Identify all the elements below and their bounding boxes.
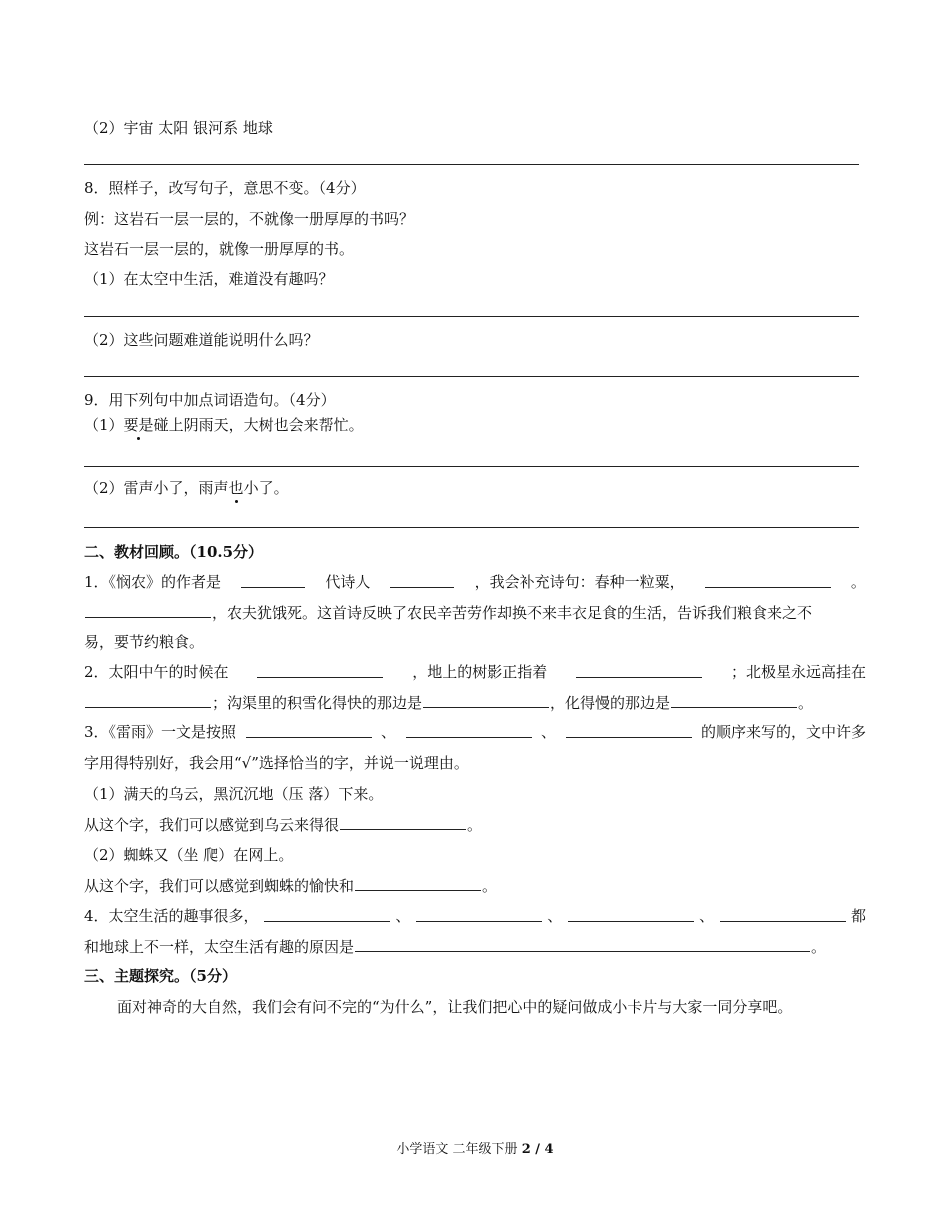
s2-q4-b: 都 xyxy=(850,907,866,925)
s2-q2-f: 。 xyxy=(798,694,814,712)
period: 。 xyxy=(811,938,827,956)
s2-q1-b: 代诗人 xyxy=(325,573,371,591)
blank[interactable] xyxy=(566,722,692,738)
answer-line[interactable] xyxy=(84,164,859,165)
page-footer xyxy=(0,1141,950,1159)
s2-q1-line2 xyxy=(84,602,812,623)
answer-line[interactable] xyxy=(84,376,859,377)
answer-line[interactable] xyxy=(84,466,859,467)
s2-q1-d: 。 xyxy=(850,573,866,591)
answer-line[interactable] xyxy=(84,527,859,528)
s2-q4-a: 4．太空生活的趣事很多， xyxy=(84,907,259,925)
s2-q2-a: 2．太阳中午的时候在 xyxy=(84,663,229,681)
s2-q1-line1 xyxy=(84,572,866,592)
blank[interactable] xyxy=(257,662,383,678)
s2-q3-line2: 字用得特别好，我会用“√”选择恰当的字，并说一说理由。 xyxy=(84,754,469,772)
s2-q2-line1 xyxy=(84,662,866,682)
s2-q4-line2 xyxy=(84,936,826,957)
q8-example-answer: 这岩石一层一层的，就像一册厚厚的书。 xyxy=(84,240,355,258)
blank[interactable] xyxy=(576,662,702,678)
s2-q2-b: ，地上的树影正指着 xyxy=(412,663,548,681)
s2-q4-line1 xyxy=(84,906,866,926)
s2-q1-line3: 易，要节约粮食。 xyxy=(84,633,205,651)
s2-q1-a: 1．《悯农》的作者是 xyxy=(84,573,222,591)
s2-q4-line2-text: 和地球上不一样，太空生活有趣的原因是 xyxy=(84,938,355,956)
period: 。 xyxy=(467,816,483,834)
period: 。 xyxy=(482,877,498,895)
s2-q4-sep: 、 xyxy=(395,907,411,925)
q8-item2: （2）这些问题难道能说明什么吗？ xyxy=(84,331,319,349)
s2-q2-c: ；北极星永远高挂在 xyxy=(730,663,866,681)
s2-q3-b: 的顺序来写的，文中许多 xyxy=(700,723,866,741)
s2-q4-sep: 、 xyxy=(547,907,563,925)
s2-q3-sep: 、 xyxy=(381,723,397,741)
q8-item1: （1）在太空中生活，难道没有趣吗？ xyxy=(84,270,334,288)
dotted-word: 要是 xyxy=(123,416,154,434)
answer-line[interactable] xyxy=(84,316,859,317)
section2-heading: 二、教材回顾。（10.5分） xyxy=(84,543,264,561)
s2-q3-item1: （1）满天的乌云，黑沉沉地（压 落）下来。 xyxy=(84,785,384,803)
section3-text: 面对神奇的大自然，我们会有问不完的“为什么”，让我们把心中的疑问做成小卡片与大家一同分享吧。 xyxy=(117,998,793,1016)
s2-q1-line2-text: ，农夫犹饿死。这首诗反映了农民辛苦劳作却换不来丰衣足食的生活，告诉我们粮食来之不 xyxy=(212,604,813,622)
s2-q3-item2: （2）蜘蛛又（坐 爬）在网上。 xyxy=(84,846,294,864)
s2-q2-line2 xyxy=(84,692,813,713)
blank[interactable] xyxy=(406,722,532,738)
blank[interactable] xyxy=(85,602,211,618)
blank[interactable] xyxy=(671,692,797,708)
s2-q1-c: ，我会补充诗句：春种一粒粟， xyxy=(474,573,685,591)
blank[interactable] xyxy=(264,906,390,922)
q7-item2: （2）宇宙 太阳 银河系 地球 xyxy=(84,119,273,137)
s2-q3-line1 xyxy=(84,722,866,742)
blank[interactable] xyxy=(416,906,542,922)
s2-q3-a: 3．《雷雨》一文是按照 xyxy=(84,723,237,741)
blank[interactable] xyxy=(390,572,454,588)
footer-text: 小学语文 二年级下册 xyxy=(396,1142,522,1157)
blank[interactable] xyxy=(246,722,372,738)
q9-item1-prefix: （1） xyxy=(84,416,124,434)
blank[interactable] xyxy=(423,692,549,708)
blank[interactable] xyxy=(720,906,846,922)
section3-heading: 三、主题探究。（5分） xyxy=(84,967,237,985)
blank[interactable] xyxy=(85,692,211,708)
blank[interactable] xyxy=(355,875,481,891)
blank[interactable] xyxy=(355,936,810,952)
q9-item2-rest: 小了。 xyxy=(243,479,289,497)
s2-q3-sep: 、 xyxy=(541,723,557,741)
q9-item2 xyxy=(84,478,289,498)
s2-q4-sep: 、 xyxy=(699,907,715,925)
q9-title: 9．用下列句中加点词语造句。（4分） xyxy=(84,391,336,409)
dotted-word: 也 xyxy=(228,479,244,497)
blank[interactable] xyxy=(568,906,694,922)
q9-item1-rest: 碰上阴雨天，大树也会来帮忙。 xyxy=(153,416,364,434)
q8-title: 8．照样子，改写句子，意思不变。（4分） xyxy=(84,179,366,197)
q8-example-question: 例：这岩石一层一层的，不就像一册厚厚的书吗？ xyxy=(84,210,415,228)
s2-q3-item1-answer xyxy=(84,814,482,835)
s2-q3-item2-answer-text: 从这个字，我们可以感觉到蜘蛛的愉快和 xyxy=(84,877,355,895)
blank[interactable] xyxy=(241,572,305,588)
s2-q3-item1-answer-text: 从这个字，我们可以感觉到乌云来得很 xyxy=(84,816,340,834)
blank[interactable] xyxy=(705,572,831,588)
s2-q2-d: ；沟渠里的积雪化得快的那边是 xyxy=(212,694,423,712)
page-number: 2 / 4 xyxy=(521,1142,554,1157)
q9-item1 xyxy=(84,415,364,435)
s2-q2-e: ，化得慢的那边是 xyxy=(550,694,671,712)
s2-q3-item2-answer xyxy=(84,875,497,896)
blank[interactable] xyxy=(340,814,466,830)
q9-item2-prefix: （2）雷声小了，雨声 xyxy=(84,479,229,497)
